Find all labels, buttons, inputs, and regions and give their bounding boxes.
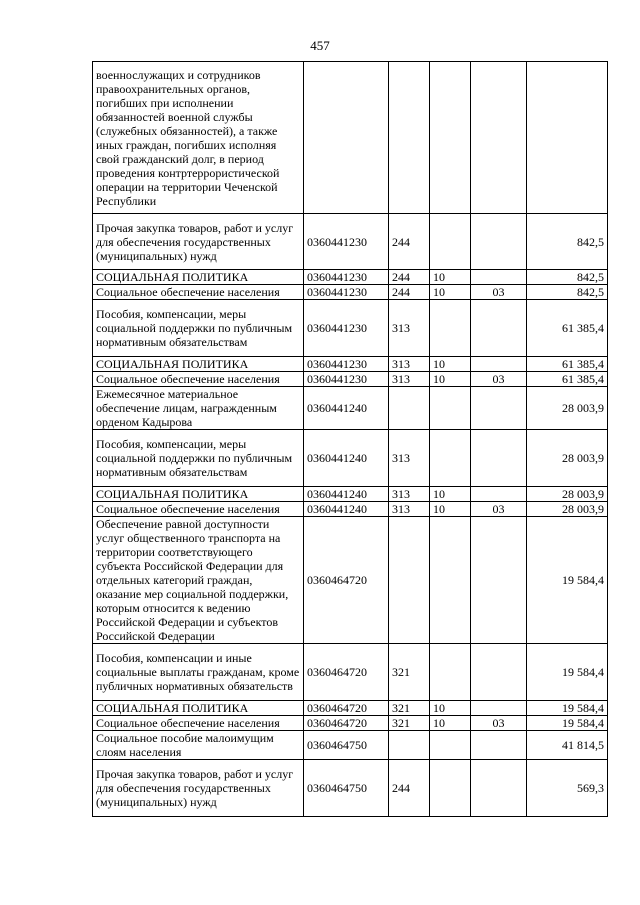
row-section-cell [430, 517, 471, 644]
row-section-cell: 10 [430, 701, 471, 716]
row-code-cell: 0360464720 [304, 644, 389, 701]
row-code-cell: 0360441240 [304, 430, 389, 487]
row-section-cell: 10 [430, 372, 471, 387]
row-code-cell [304, 62, 389, 214]
row-section-cell [430, 214, 471, 270]
row-amount-cell: 28 003,9 [527, 487, 608, 502]
row-code-cell: 0360464720 [304, 517, 389, 644]
row-name-cell: СОЦИАЛЬНАЯ ПОЛИТИКА [93, 487, 304, 502]
row-name-cell: Социальное обеспечение населения [93, 285, 304, 300]
row-section-cell [430, 644, 471, 701]
row-expense-type-cell: 313 [389, 502, 430, 517]
row-expense-type-cell: 244 [389, 270, 430, 285]
row-name-cell: Пособия, компенсации и иные социальные выплаты гражданам, кроме публичных нормативных обязательств [93, 644, 304, 701]
row-code-cell: 0360464720 [304, 701, 389, 716]
row-subsection-cell [471, 387, 527, 430]
row-amount-cell: 842,5 [527, 285, 608, 300]
row-expense-type-cell: 313 [389, 430, 430, 487]
row-section-cell: 10 [430, 487, 471, 502]
row-name-cell: СОЦИАЛЬНАЯ ПОЛИТИКА [93, 701, 304, 716]
row-expense-type-cell [389, 731, 430, 760]
row-subsection-cell: 03 [471, 502, 527, 517]
row-code-cell: 0360441230 [304, 270, 389, 285]
table-row [93, 285, 608, 300]
row-amount-cell: 569,3 [527, 760, 608, 817]
row-section-cell: 10 [430, 285, 471, 300]
row-expense-type-cell: 313 [389, 300, 430, 357]
table-row [93, 502, 608, 517]
row-name-cell: Обеспечение равной доступности услуг общественного транспорта на территории соответствующего субъекта Российской Федерации для отдельных категорий граждан, оказание мер социальной поддержки, которым относится к ведению Российской Федерации и субъектов Российской Федерации [93, 517, 304, 644]
row-amount-cell: 28 003,9 [527, 387, 608, 430]
row-section-cell [430, 300, 471, 357]
table-row [93, 716, 608, 731]
table-row [93, 62, 608, 214]
row-expense-type-cell: 313 [389, 487, 430, 502]
row-subsection-cell [471, 214, 527, 270]
row-section-cell: 10 [430, 716, 471, 731]
row-name-cell: СОЦИАЛЬНАЯ ПОЛИТИКА [93, 357, 304, 372]
row-amount-cell [527, 62, 608, 214]
row-amount-cell: 61 385,4 [527, 300, 608, 357]
row-subsection-cell [471, 731, 527, 760]
row-subsection-cell [471, 644, 527, 701]
table-row [93, 270, 608, 285]
row-amount-cell: 28 003,9 [527, 430, 608, 487]
row-amount-cell: 842,5 [527, 214, 608, 270]
row-name-cell: Социальное обеспечение населения [93, 372, 304, 387]
row-name-cell: Пособия, компенсации, меры социальной поддержки по публичным нормативным обязательствам [93, 300, 304, 357]
row-code-cell: 0360441230 [304, 372, 389, 387]
table-row [93, 644, 608, 701]
table-row [93, 300, 608, 357]
row-subsection-cell: 03 [471, 716, 527, 731]
page-number: 457 [310, 38, 330, 53]
row-expense-type-cell: 244 [389, 760, 430, 817]
row-name-cell: Прочая закупка товаров, работ и услуг для обеспечения государственных (муниципальных) нужд [93, 760, 304, 817]
row-expense-type-cell: 244 [389, 214, 430, 270]
row-name-cell: Социальное обеспечение населения [93, 716, 304, 731]
row-amount-cell: 842,5 [527, 270, 608, 285]
row-subsection-cell: 03 [471, 372, 527, 387]
table-row [93, 214, 608, 270]
row-name-cell: военнослужащих и сотрудников правоохранительных органов, погибших при исполнении обязанностей военной службы (служебных обязанностей), а также иных граждан, погибших исполняя свой гражданский долг, в период проведения контртеррористической операции на территории Чеченской Республики [93, 62, 304, 214]
row-name-cell: Ежемесячное материальное обеспечение лицам, награжденным орденом Кадырова [93, 387, 304, 430]
row-subsection-cell [471, 430, 527, 487]
table-row [93, 387, 608, 430]
row-amount-cell: 61 385,4 [527, 357, 608, 372]
row-amount-cell: 19 584,4 [527, 644, 608, 701]
budget-table-body [93, 62, 608, 817]
row-expense-type-cell: 313 [389, 372, 430, 387]
row-code-cell: 0360464750 [304, 731, 389, 760]
row-name-cell: Пособия, компенсации, меры социальной поддержки по публичным нормативным обязательствам [93, 430, 304, 487]
table-row [93, 701, 608, 716]
row-section-cell [430, 62, 471, 214]
row-expense-type-cell [389, 387, 430, 430]
row-name-cell: Социальное обеспечение населения [93, 502, 304, 517]
row-code-cell: 0360441230 [304, 214, 389, 270]
row-subsection-cell [471, 760, 527, 817]
table-row [93, 731, 608, 760]
row-code-cell: 0360441230 [304, 285, 389, 300]
table-row [93, 357, 608, 372]
row-subsection-cell [471, 517, 527, 644]
row-code-cell: 0360464720 [304, 716, 389, 731]
row-expense-type-cell [389, 517, 430, 644]
row-section-cell: 10 [430, 357, 471, 372]
row-amount-cell: 19 584,4 [527, 517, 608, 644]
row-section-cell [430, 387, 471, 430]
row-code-cell: 0360441230 [304, 300, 389, 357]
row-subsection-cell [471, 62, 527, 214]
row-section-cell [430, 760, 471, 817]
row-expense-type-cell: 321 [389, 701, 430, 716]
budget-table [92, 61, 608, 817]
row-section-cell [430, 731, 471, 760]
row-amount-cell: 19 584,4 [527, 716, 608, 731]
row-subsection-cell: 03 [471, 285, 527, 300]
row-section-cell: 10 [430, 502, 471, 517]
row-amount-cell: 28 003,9 [527, 502, 608, 517]
row-code-cell: 0360441240 [304, 387, 389, 430]
row-section-cell: 10 [430, 270, 471, 285]
row-expense-type-cell: 321 [389, 644, 430, 701]
row-expense-type-cell: 321 [389, 716, 430, 731]
row-subsection-cell [471, 270, 527, 285]
row-amount-cell: 61 385,4 [527, 372, 608, 387]
row-name-cell: Прочая закупка товаров, работ и услуг для обеспечения государственных (муниципальных) нужд [93, 214, 304, 270]
row-name-cell: Социальное пособие малоимущим слоям населения [93, 731, 304, 760]
row-code-cell: 0360464750 [304, 760, 389, 817]
table-row [93, 517, 608, 644]
table-row [93, 487, 608, 502]
row-subsection-cell [471, 487, 527, 502]
row-section-cell [430, 430, 471, 487]
table-row [93, 372, 608, 387]
row-amount-cell: 19 584,4 [527, 701, 608, 716]
row-expense-type-cell [389, 62, 430, 214]
row-subsection-cell [471, 300, 527, 357]
row-subsection-cell [471, 701, 527, 716]
row-code-cell: 0360441240 [304, 502, 389, 517]
row-amount-cell: 41 814,5 [527, 731, 608, 760]
row-subsection-cell [471, 357, 527, 372]
row-code-cell: 0360441230 [304, 357, 389, 372]
row-code-cell: 0360441240 [304, 487, 389, 502]
table-row [93, 430, 608, 487]
row-name-cell: СОЦИАЛЬНАЯ ПОЛИТИКА [93, 270, 304, 285]
row-expense-type-cell: 244 [389, 285, 430, 300]
row-expense-type-cell: 313 [389, 357, 430, 372]
table-row [93, 760, 608, 817]
